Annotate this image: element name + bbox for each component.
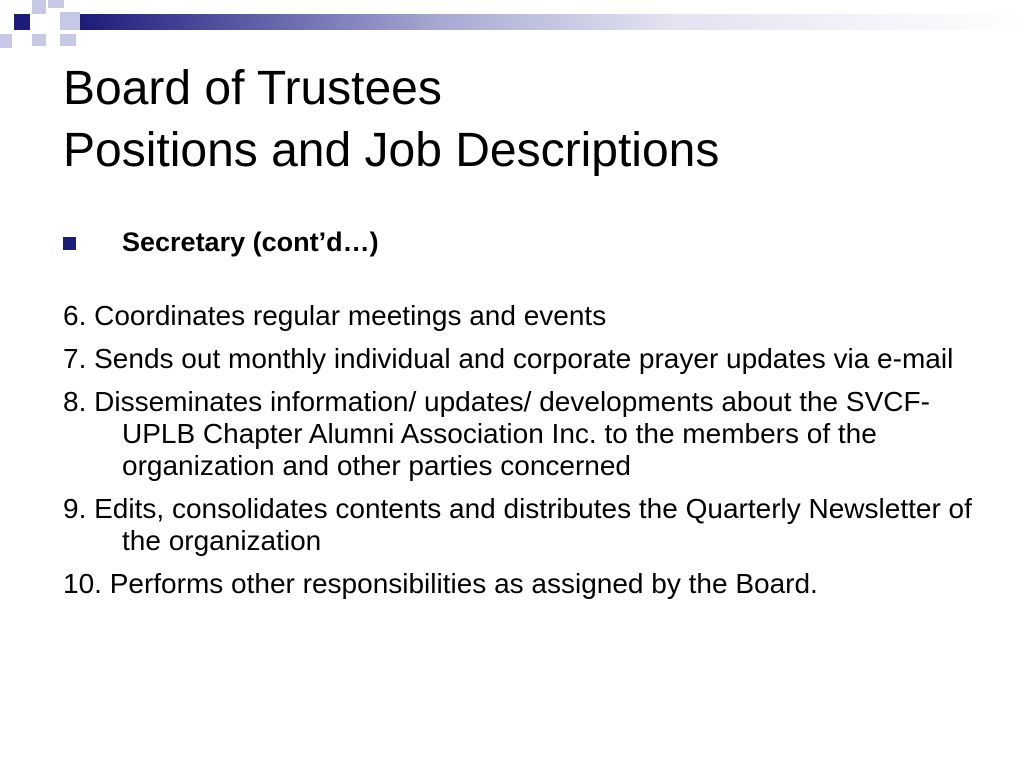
corner-square-decoration [32,0,46,14]
slide-title-line-2: Positions and Job Descriptions [63,124,720,177]
corner-square-decoration [60,34,76,46]
list-item: 8. Disseminates information/ updates/ developments about the SVCF-UPLB Chapter Alumni Association Inc. to the members of the organization and other parties concerned [63,386,930,481]
slide-title-line-1: Board of Trustees [63,62,442,115]
duties-list [63,300,983,611]
list-item: 7. Sends out monthly individual and corporate prayer updates via e-mail [63,343,954,374]
header-gradient-bar [80,14,1024,30]
slide-title [63,58,719,182]
square-bullet-icon [63,237,76,250]
section-heading: Secretary (cont’d…) [122,227,379,257]
corner-square-decoration [48,0,64,8]
corner-square-decoration [0,34,12,48]
corner-square-decoration [60,12,80,30]
corner-square-decoration [14,14,30,30]
list-item: 10. Performs other responsibilities as assigned by the Board. [63,568,818,599]
list-item: 9. Edits, consolidates contents and distributes the Quarterly Newsletter of the organization [63,493,972,556]
list-item: 6. Coordinates regular meetings and events [63,300,607,331]
corner-square-decoration [32,34,46,46]
